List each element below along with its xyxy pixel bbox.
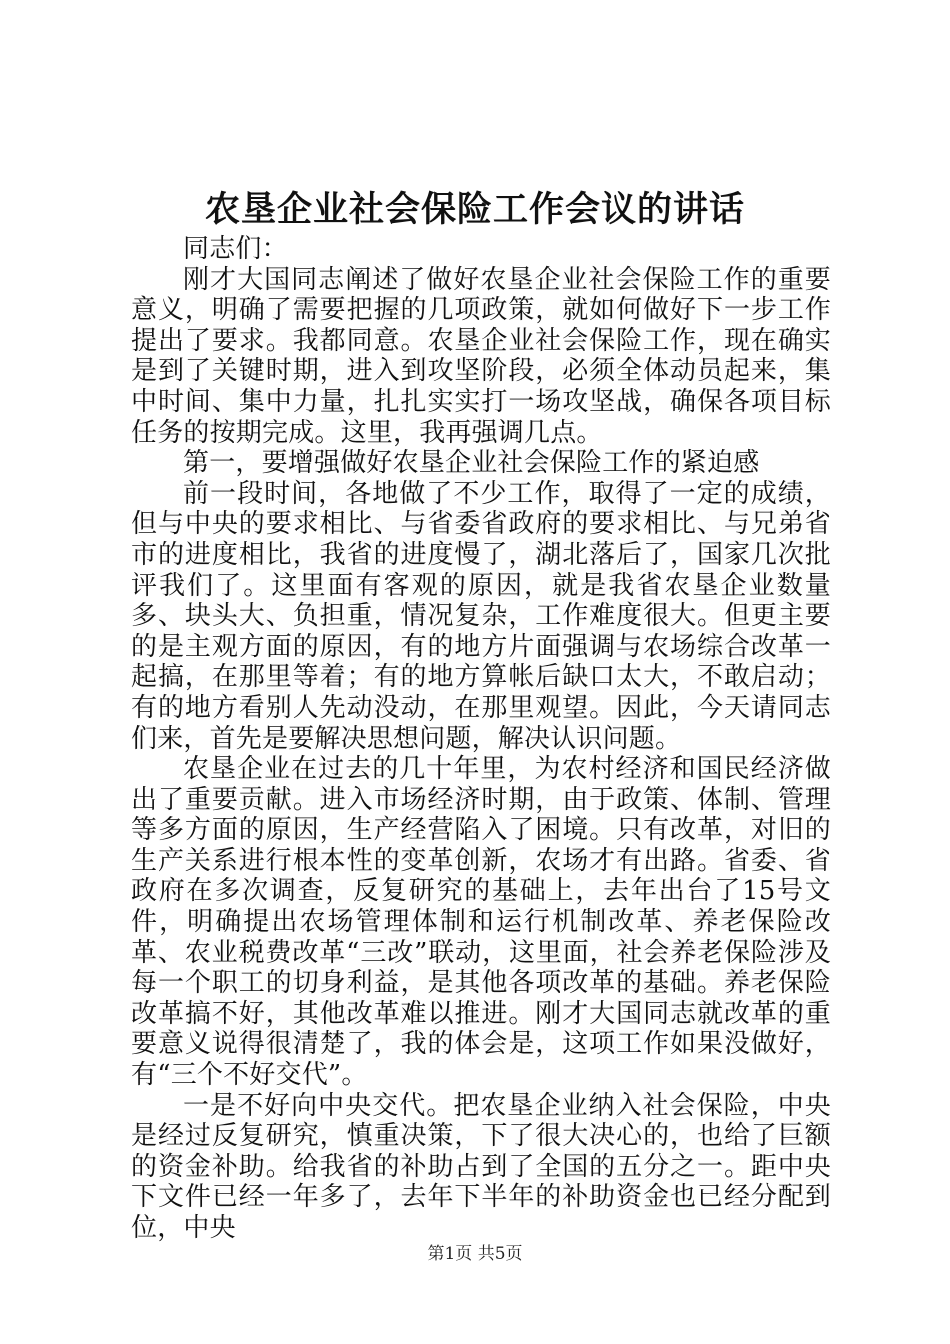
page-footer: 第1页 共5页 <box>427 1244 523 1264</box>
salutation: 同志们： <box>183 234 288 264</box>
paragraph: 前一段时间，各地做了不少工作，取得了一定的成绩，但与中央的要求相比、与省委省政府的要求相比、与兄弟省市的进度相比，我省的进度慢了，湖北落后了，国家几次批评我们了。这里面有客观的原因，就是我省农垦企业数量多、块头大、负担重，情况复杂，工作难度很大。但更主要的是主观方面的原因，有的地方片面强调与农场综合改革一起搞，在那里等着；有的地方算帐后缺口太大，不敢启动；有的地方看别人先动没动，在那里观望。因此，今天请同志们来，首先是要解决思想问题，解决认识问题。 <box>131 478 831 754</box>
paragraph: 刚才大国同志阐述了做好农垦企业社会保险工作的重要意义，明确了需要把握的几项政策，就如何做好下一步工作提出了要求。我都同意。农垦企业社会保险工作，现在确实是到了关键时期，进入到攻坚阶段，必须全体动员起来，集中时间、集中力量，扎扎实实打一场攻坚战，确保各项目标任务的按期完成。这里，我再强调几点。 <box>131 264 831 448</box>
paragraph: 一是不好向中央交代。把农垦企业纳入社会保险，中央是经过反复研究，慎重决策，下了很大决心的，也给了巨额的资金补助。给我省的补助占到了全国的五分之一。距中央下文件已经一年多了，去年下半年的补助资金也已经分配到位，中央 <box>131 1090 831 1243</box>
paragraph: 农垦企业在过去的几十年里，为农村经济和国民经济做出了重要贡献。进入市场经济时期，由于政策、体制、管理等多方面的原因，生产经营陷入了困境。只有改革，对旧的生产关系进行根本性的变革创新，农场才有出路。省委、省政府在多次调查，反复研究的基础上，去年出台了15号文件，明确提出农场管理体制和运行机制改革、养老保险改革、农业税费改革“三改”联动，这里面，社会养老保险涉及每一个职工的切身利益，是其他各项改革的基础。养老保险改革搞不好，其他改革难以推进。刚才大国同志就改革的重要意义说得很清楚了，我的体会是，这项工作如果没做好，有“三个不好交代”。 <box>131 754 831 1091</box>
document-body <box>131 234 831 1244</box>
document-title: 农垦企业社会保险工作会议的讲话 <box>204 189 745 230</box>
section-heading: 第一，要增强做好农垦企业社会保险工作的紧迫感 <box>183 448 760 479</box>
